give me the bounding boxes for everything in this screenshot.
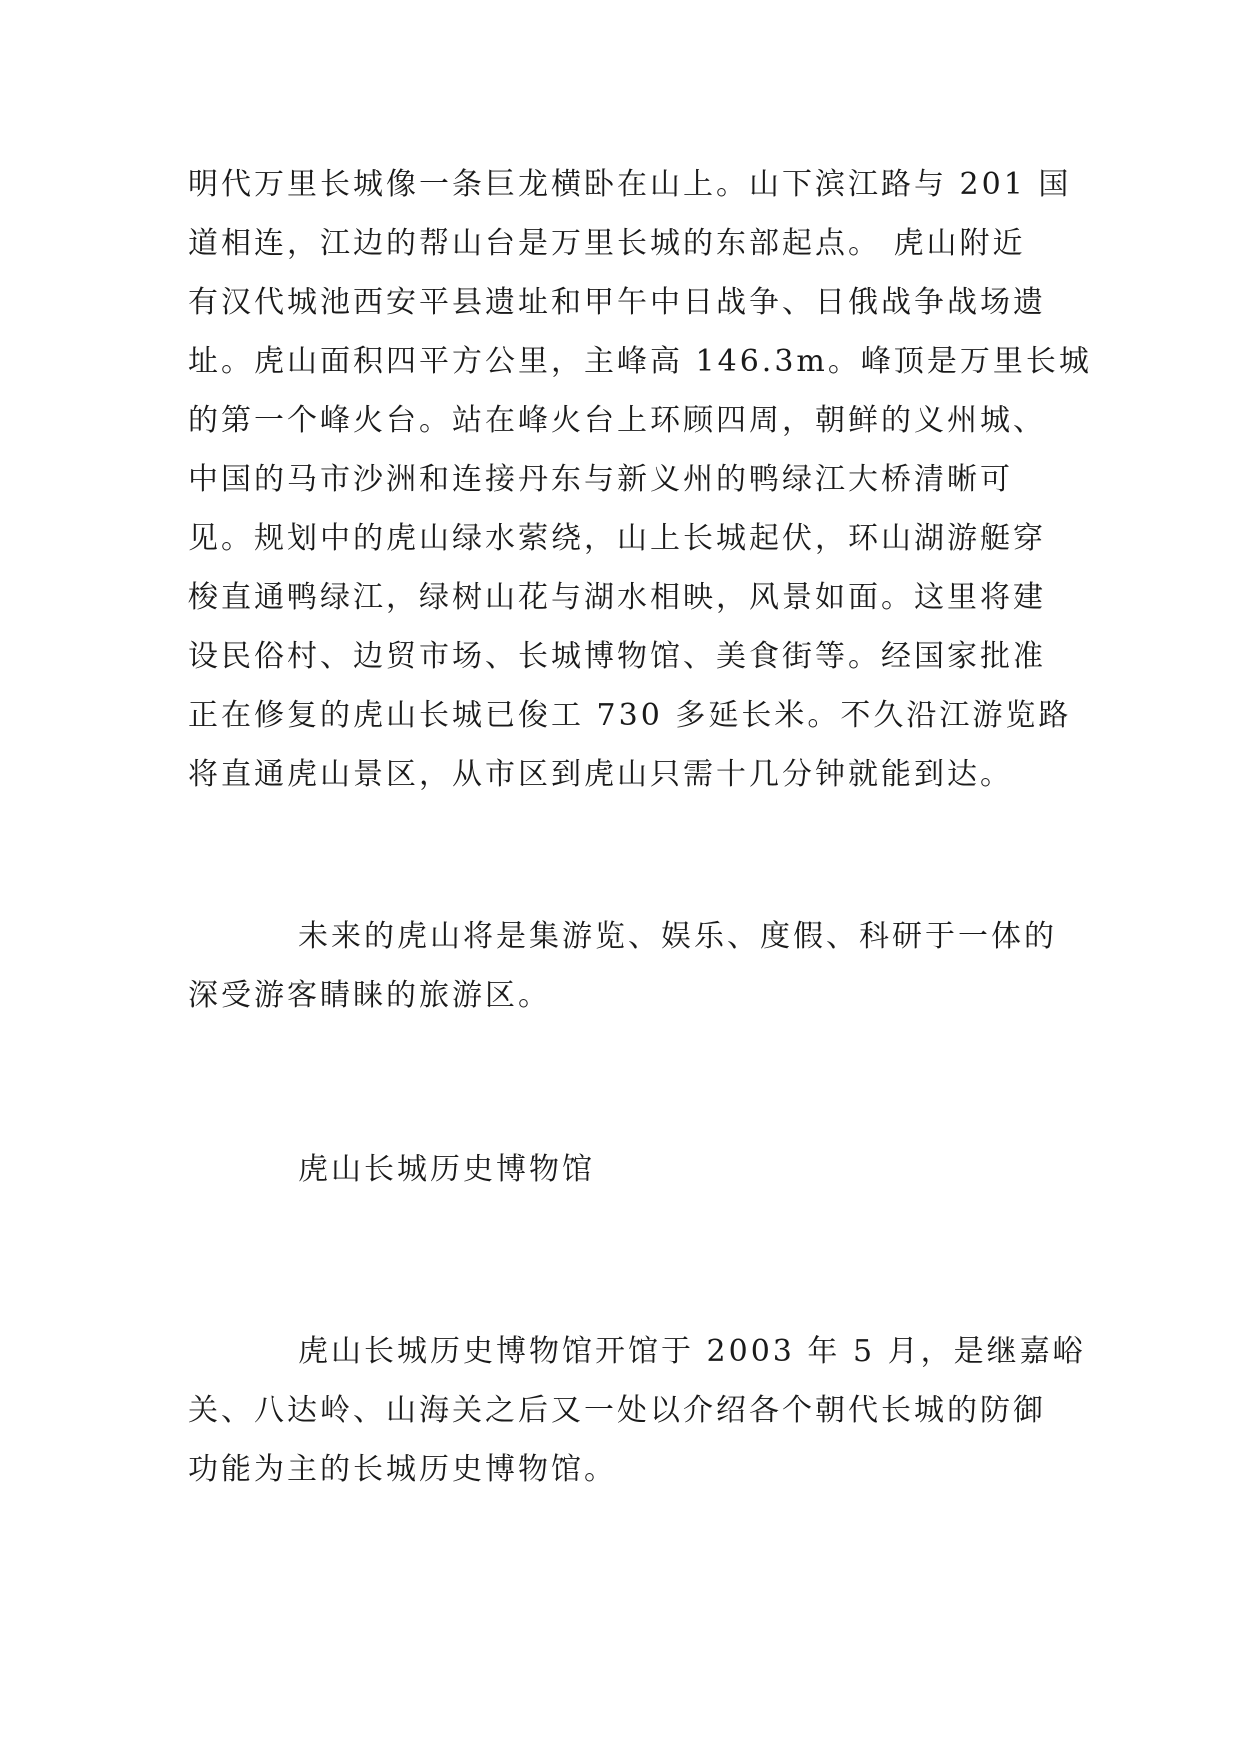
paragraph-line: 功能为主的长城历史博物馆。 — [188, 1452, 617, 1487]
section-heading-block — [188, 1140, 1056, 1199]
paragraph-line: 有汉代城池西安平县遗址和甲午中日战争、日俄战争战场遗 — [188, 285, 1046, 320]
paragraph-museum — [188, 1322, 1086, 1499]
paragraph-line: 梭直通鸭绿江，绿树山花与湖水相映，风景如面。这里将建 — [188, 580, 1046, 615]
paragraph-line: 关、八达岭、山海关之后又一处以介绍各个朝代长城的防御 — [188, 1393, 1046, 1428]
paragraph-line: 未来的虎山将是集游览、娱乐、度假、科研于一体的 — [298, 919, 1057, 954]
paragraph-line: 将直通虎山景区，从市区到虎山只需十几分钟就能到达。 — [188, 757, 1013, 792]
paragraph-line: 深受游客睛睐的旅游区。 — [188, 978, 551, 1013]
paragraph-line: 址。虎山面积四平方公里，主峰高 146.3m。峰顶是万里长城 — [188, 344, 1092, 379]
paragraph-line: 明代万里长城像一条巨龙横卧在山上。山下滨江路与 201 国 — [188, 167, 1072, 202]
paragraph-line: 正在修复的虎山长城已俊工 730 多延长米。不久沿江游览路 — [188, 698, 1072, 733]
paragraph-hushan-great-wall — [188, 155, 1092, 804]
paragraph-line: 设民俗村、边贸市场、长城博物馆、美食街等。经国家批准 — [188, 639, 1046, 674]
paragraph-line: 的第一个峰火台。站在峰火台上环顾四周，朝鲜的义州城、 — [188, 403, 1046, 438]
paragraph-line: 道相连，江边的帮山台是万里长城的东部起点。 虎山附近 — [188, 226, 1026, 261]
section-heading: 虎山长城历史博物馆 — [298, 1152, 595, 1187]
paragraph-future-hushan — [188, 907, 1056, 1025]
paragraph-line: 中国的马市沙洲和连接丹东与新义州的鸭绿江大桥清晰可 — [188, 462, 1013, 497]
paragraph-line: 见。规划中的虎山绿水萦绕，山上长城起伏，环山湖游艇穿 — [188, 521, 1046, 556]
paragraph-line: 虎山长城历史博物馆开馆于 2003 年 5 月，是继嘉峪 — [298, 1334, 1086, 1369]
